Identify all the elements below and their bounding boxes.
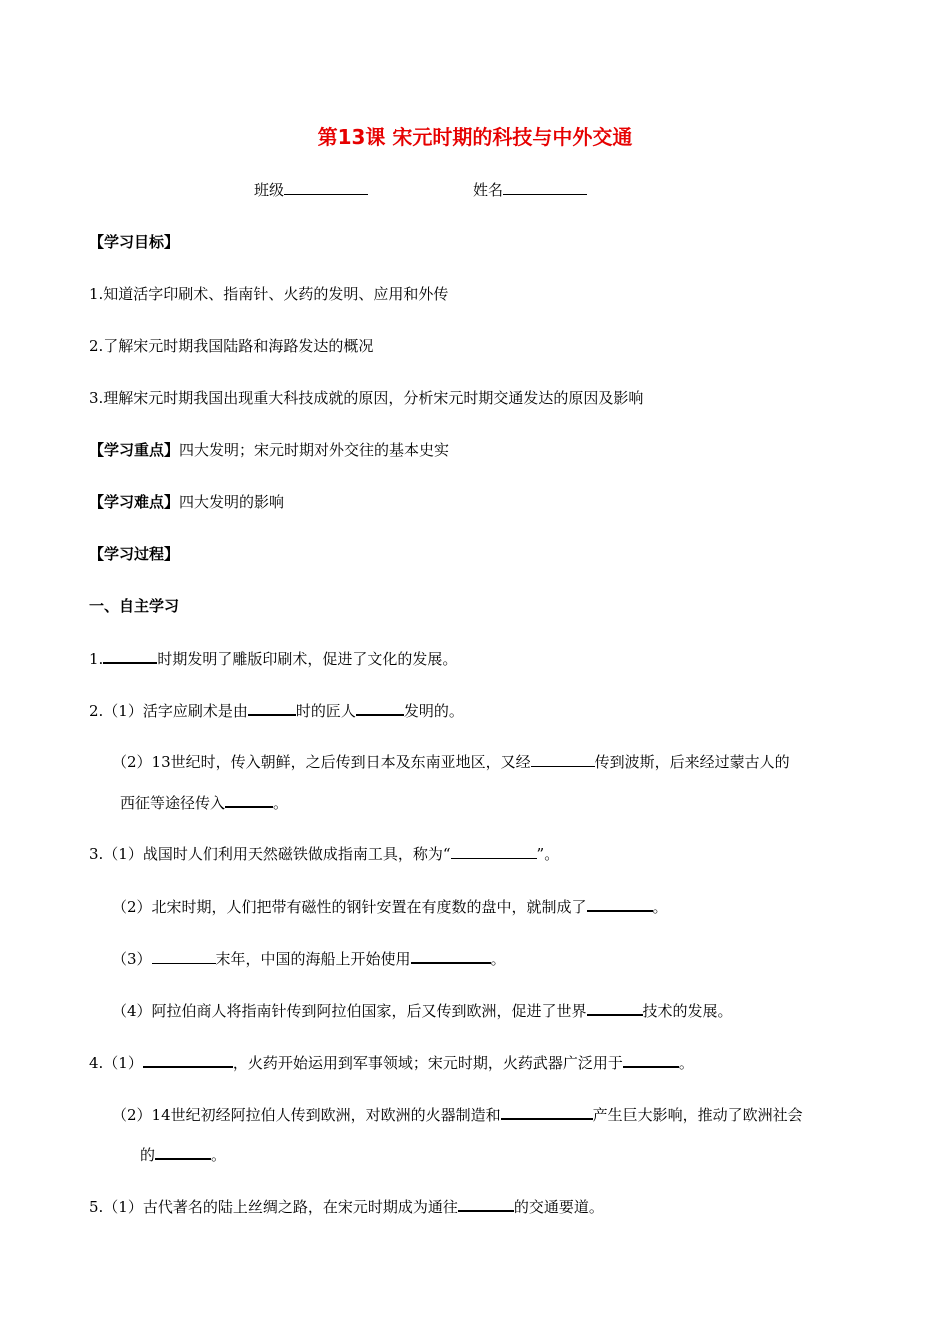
answer-blank[interactable] bbox=[248, 700, 296, 716]
objectives-heading: 【学习目标】 bbox=[89, 233, 180, 251]
name-label: 姓名 bbox=[473, 181, 504, 199]
difficulties-text: 四大发明的影响 bbox=[179, 493, 285, 511]
objective-3: 3.理解宋元时期我国出现重大科技成就的原因，分析宋元时期交通发达的原因及影响 bbox=[89, 389, 644, 407]
class-field bbox=[254, 180, 368, 200]
objective-1: 1.知道活字印刷术、指南针、火药的发明、应用和外传 bbox=[89, 285, 449, 303]
answer-blank[interactable] bbox=[225, 792, 273, 808]
answer-blank[interactable] bbox=[143, 1052, 233, 1068]
objective-2: 2.了解宋元时期我国陆路和海路发达的概况 bbox=[89, 337, 374, 355]
class-blank[interactable] bbox=[284, 180, 368, 195]
key-points-text: 四大发明；宋元时期对外交往的基本史实 bbox=[179, 441, 450, 459]
page-title: 第13课 宋元时期的科技与中外交通 bbox=[317, 125, 633, 149]
answer-blank[interactable] bbox=[411, 948, 491, 964]
answer-blank[interactable] bbox=[458, 1196, 514, 1212]
name-blank[interactable] bbox=[503, 180, 587, 195]
key-points bbox=[89, 440, 449, 460]
question-1: 1. 时期发明了雕版印刷术，促进了文化的发展。 bbox=[89, 650, 458, 668]
key-points-label: 【学习重点】 bbox=[89, 441, 180, 459]
answer-blank[interactable] bbox=[451, 844, 537, 859]
question-2-2-cont: 西征等途径传入 。 bbox=[120, 794, 289, 812]
question-2-1: 2.（1）活字应刷术是由 时的匠人 发明的。 bbox=[89, 702, 464, 720]
difficulties-label: 【学习难点】 bbox=[89, 493, 180, 511]
answer-blank[interactable] bbox=[531, 752, 595, 767]
name-field bbox=[473, 180, 587, 200]
answer-blank[interactable] bbox=[501, 1104, 593, 1120]
answer-blank[interactable] bbox=[155, 1144, 211, 1160]
answer-blank[interactable] bbox=[356, 700, 404, 716]
question-4-2-cont: 的 。 bbox=[140, 1146, 227, 1164]
answer-blank[interactable] bbox=[103, 648, 157, 664]
question-3-4: （4）阿拉伯商人将指南针传到阿拉伯国家，后又传到欧洲，促进了世界 技术的发展。 bbox=[112, 1002, 733, 1020]
answer-blank[interactable] bbox=[587, 1000, 643, 1016]
process-heading: 【学习过程】 bbox=[89, 545, 180, 563]
answer-blank[interactable] bbox=[152, 949, 216, 964]
question-4-2: （2）14世纪初经阿拉伯人传到欧洲，对欧洲的火器制造和 产生巨大影响，推动了欧洲社会 bbox=[112, 1106, 803, 1124]
answer-blank[interactable] bbox=[623, 1052, 679, 1068]
answer-blank[interactable] bbox=[587, 896, 653, 912]
question-5-1: 5.（1）古代著名的陆上丝绸之路，在宋元时期成为通往 的交通要道。 bbox=[89, 1198, 604, 1216]
question-3-1: 3.（1）战国时人们利用天然磁铁做成指南工具，称为“ ”。 bbox=[89, 845, 560, 863]
class-label: 班级 bbox=[254, 181, 285, 199]
question-3-2: （2）北宋时期，人们把带有磁性的钢针安置在有度数的盘中，就制成了 。 bbox=[112, 898, 668, 916]
question-4-1: 4.（1） ，火药开始运用到军事领域；宋元时期，火药武器广泛用于 。 bbox=[89, 1054, 694, 1072]
difficulties bbox=[89, 492, 284, 512]
section-heading: 一、自主学习 bbox=[89, 597, 180, 615]
question-2-2: （2）13世纪时，传入朝鲜，之后传到日本及东南亚地区，又经 传到波斯，后来经过蒙古人的 bbox=[112, 753, 790, 771]
question-3-3: （3） 末年，中国的海船上开始使用 。 bbox=[112, 950, 506, 968]
